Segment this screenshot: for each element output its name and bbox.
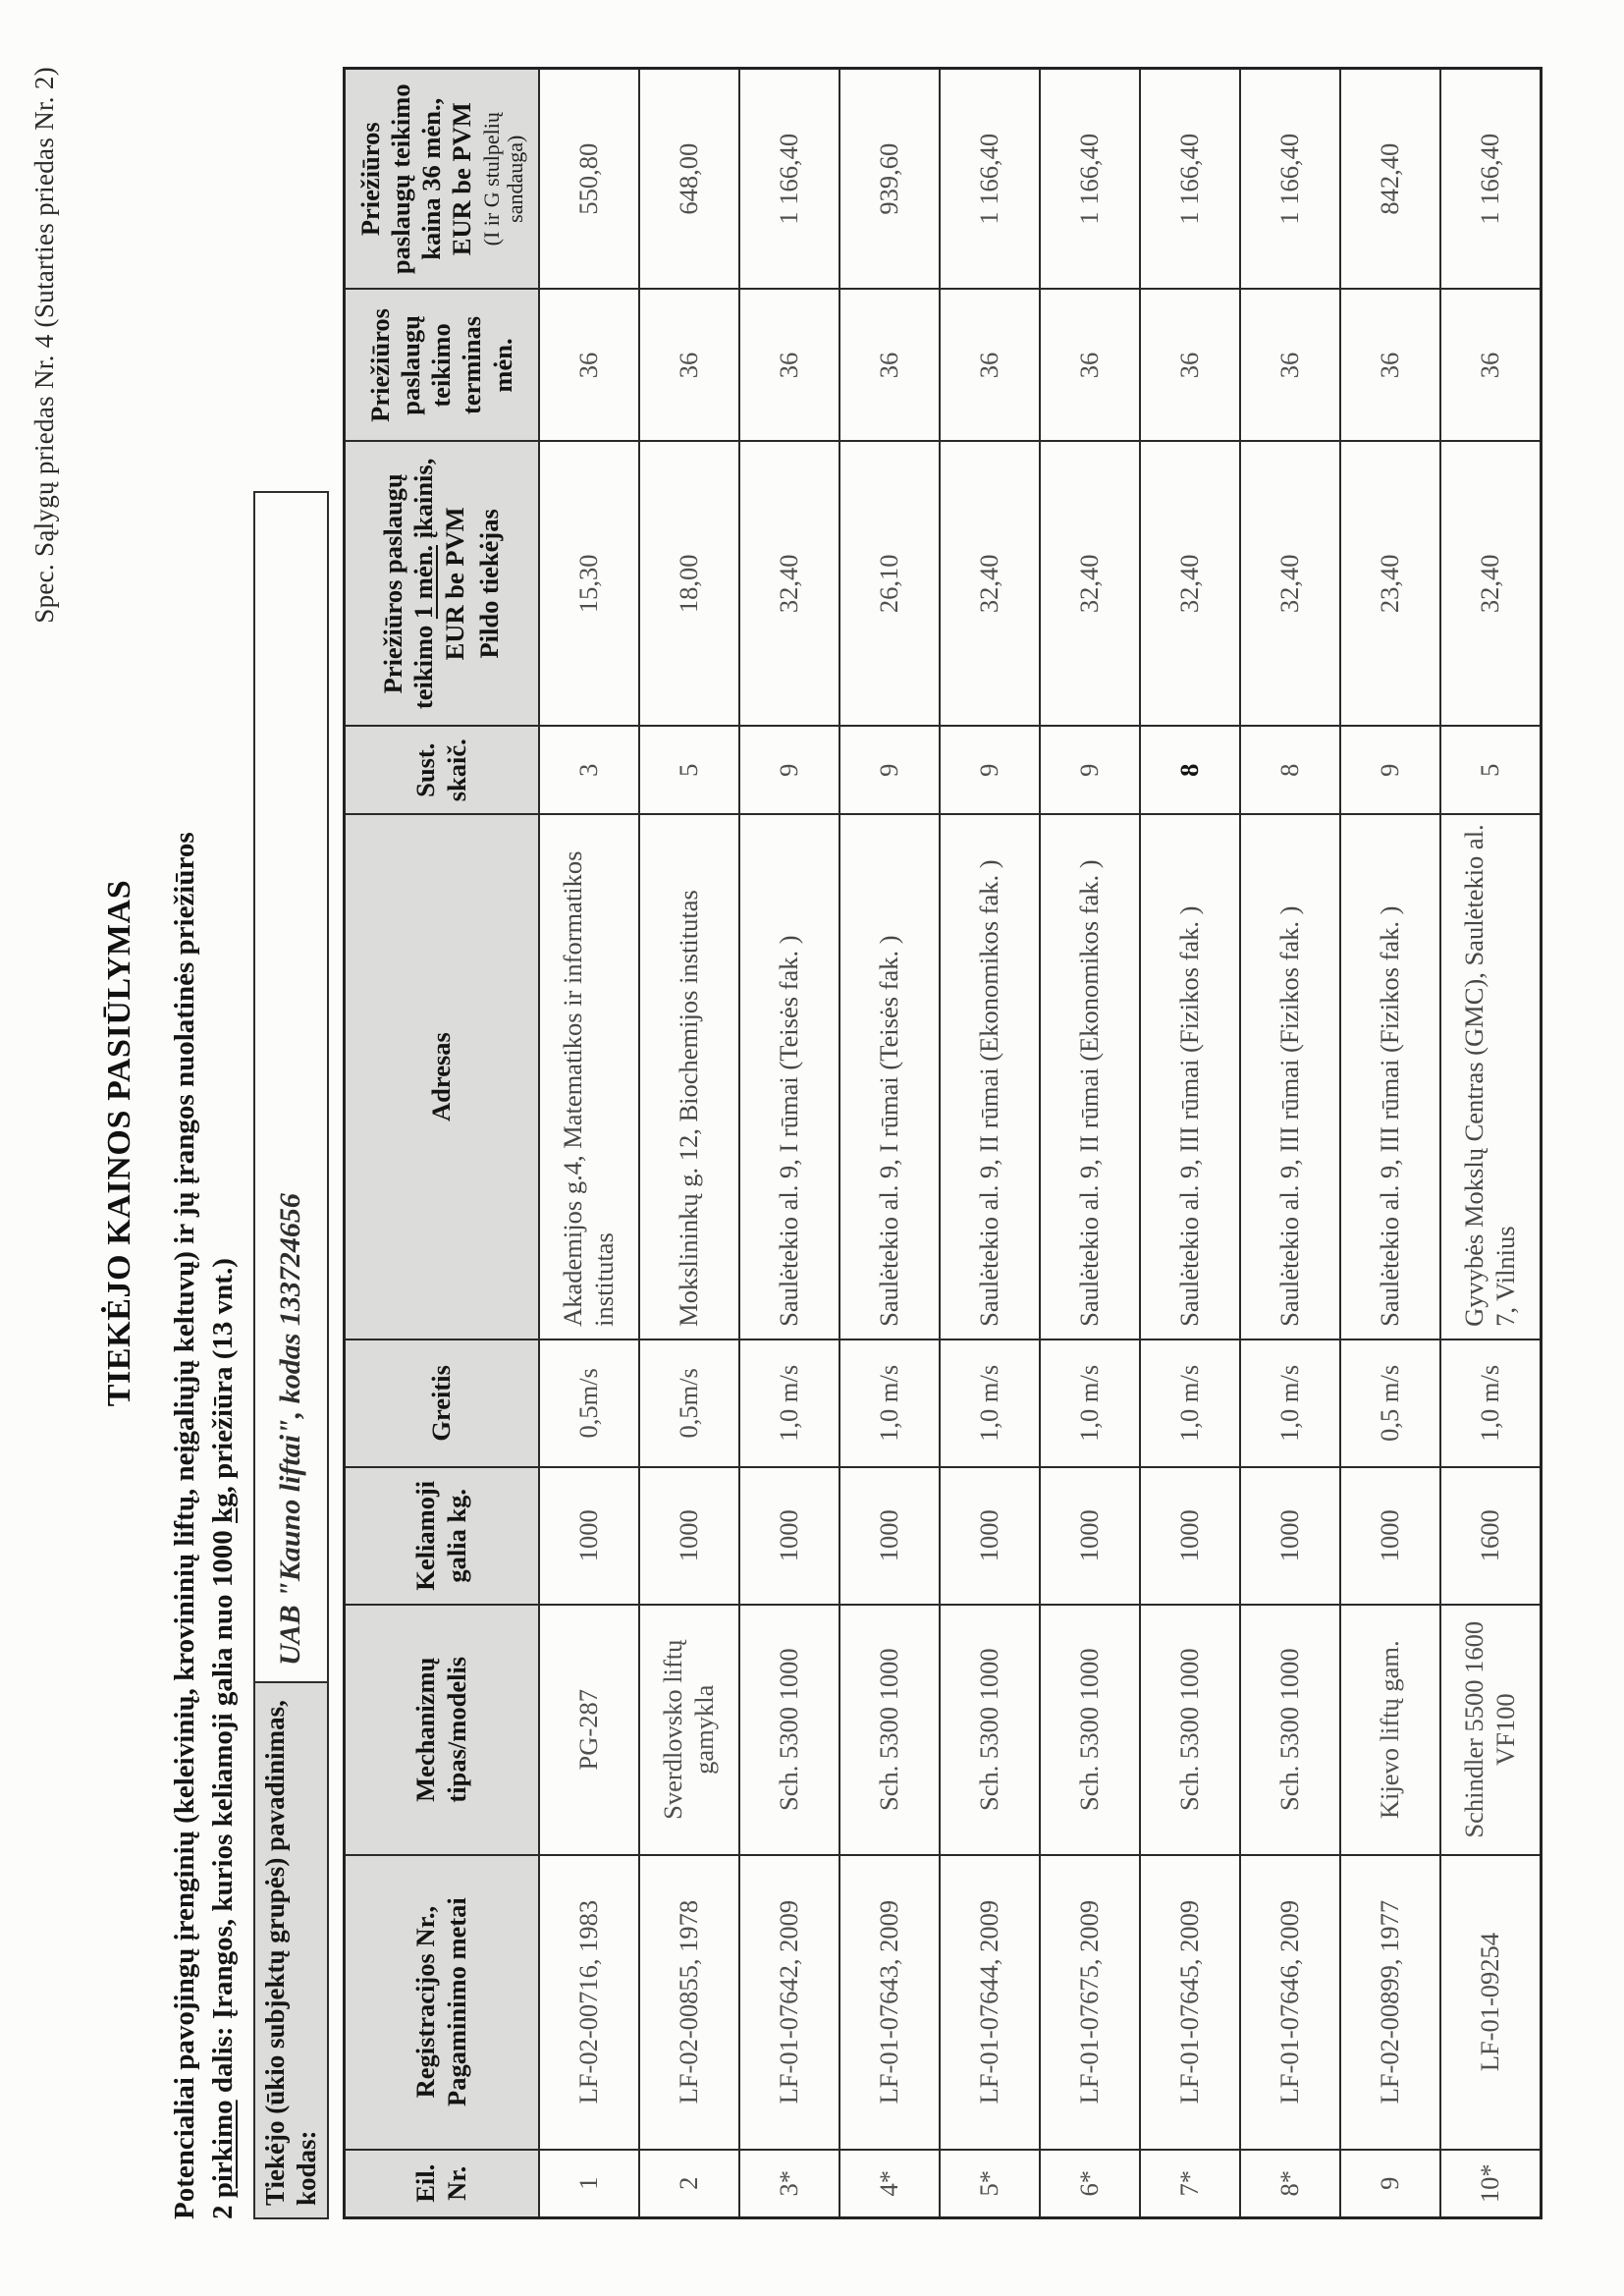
offer-row xyxy=(539,69,639,2218)
header-label-sust: Sust. skaič. xyxy=(410,738,471,802)
cell-mech: Sch. 5300 1000 xyxy=(1240,1605,1340,1855)
cell-ikainis: 32,40 xyxy=(1240,441,1340,726)
cell-kaina36: 550,80 xyxy=(539,69,639,290)
cell-kaina36: 1 166,40 xyxy=(739,69,839,290)
cell-eil: 5* xyxy=(940,2150,1040,2218)
cell-galia: 1000 xyxy=(1140,1467,1240,1605)
cell-reg: LF-02-00899, 1977 xyxy=(1340,1855,1440,2150)
cell-adresas: Gyvybės Mokslų Centras (GMC), Saulėtekio al. 7, Vilnius xyxy=(1440,814,1542,1339)
cell-reg: LF-01-07644, 2009 xyxy=(940,1855,1040,2150)
cell-galia: 1000 xyxy=(1340,1467,1440,1605)
header-ikainis xyxy=(344,441,539,726)
cell-reg: LF-01-07646, 2009 xyxy=(1240,1855,1340,2150)
cell-galia: 1000 xyxy=(839,1467,940,1605)
header-reg xyxy=(344,1855,539,2150)
cell-adresas: Akademijos g.4, Matematikos ir informatikos institutas xyxy=(539,814,639,1339)
cell-terminas: 36 xyxy=(1140,289,1240,441)
cell-eil: 1 xyxy=(539,2150,639,2218)
offer-table-header-row xyxy=(344,69,539,2218)
cell-reg: LF-01-07642, 2009 xyxy=(739,1855,839,2150)
cell-terminas: 36 xyxy=(1440,289,1542,441)
cell-terminas: 36 xyxy=(940,289,1040,441)
cell-reg: LF-01-09254 xyxy=(1440,1855,1542,2150)
cell-kaina36: 1 166,40 xyxy=(1240,69,1340,290)
offer-row xyxy=(739,69,839,2218)
header-mech xyxy=(344,1605,539,1855)
cell-greitis: 1,0 m/s xyxy=(839,1339,940,1467)
cell-ikainis: 15,30 xyxy=(539,441,639,726)
cell-adresas: Mokslininkų g. 12, Biochemijos institutas xyxy=(639,814,739,1339)
offer-row xyxy=(639,69,739,2218)
cell-kaina36: 1 166,40 xyxy=(940,69,1040,290)
cell-reg: LF-02-00855, 1978 xyxy=(639,1855,739,2150)
header-sust xyxy=(344,726,539,814)
lot-seg-4-underlined: kg xyxy=(207,1493,240,1523)
cell-mech: Kijevo liftų gam. xyxy=(1340,1605,1440,1855)
cell-sust: 8 xyxy=(1140,726,1240,814)
cell-sust: 9 xyxy=(940,726,1040,814)
header-label-reg: Registracijos Nr., Pagaminimo metai xyxy=(410,1897,471,2106)
cell-greitis: 0,5m/s xyxy=(639,1339,739,1467)
cell-adresas: Saulėtekio al. 9, III rūmai (Fizikos fak. ) xyxy=(1340,814,1440,1339)
offer-row xyxy=(1340,69,1440,2218)
offer-table xyxy=(343,67,1543,2219)
header-label-galia: Keliamoji galia kg. xyxy=(410,1480,471,1591)
cell-eil: 4* xyxy=(839,2150,940,2218)
header-greitis xyxy=(344,1339,539,1467)
cell-kaina36: 842,40 xyxy=(1340,69,1440,290)
header-label-ikainis: Priežiūros paslaugų teikimo 1 mėn. įkainis, EUR be PVM xyxy=(378,458,469,710)
offer-row xyxy=(1440,69,1542,2218)
offer-row xyxy=(1240,69,1340,2218)
offer-table-head xyxy=(344,69,539,2218)
cell-mech: Sverdlovsko liftų gamykla xyxy=(639,1605,739,1855)
cell-greitis: 1,0 m/s xyxy=(1440,1339,1542,1467)
cell-greitis: 0,5m/s xyxy=(539,1339,639,1467)
cell-sust: 5 xyxy=(639,726,739,814)
cell-ikainis: 32,40 xyxy=(1440,441,1542,726)
header-underline-ikainis: 1 mėn. xyxy=(408,545,439,620)
supplier-value-cell: UAB "Kauno liftai", kodas 133724656 xyxy=(254,492,328,1682)
lot-seg-1: 2 xyxy=(207,2198,240,2219)
lot-line xyxy=(206,67,241,2219)
cell-adresas: Saulėtekio al. 9, III rūmai (Fizikos fak. ) xyxy=(1140,814,1240,1339)
header-label-adresas: Adresas xyxy=(426,1032,457,1121)
cell-ikainis: 26,10 xyxy=(839,441,940,726)
cell-sust: 9 xyxy=(1340,726,1440,814)
cell-eil: 7* xyxy=(1140,2150,1240,2218)
cell-greitis: 0,5 m/s xyxy=(1340,1339,1440,1467)
subject-line: Potencialiai pavojingų įrenginių (keleivinių, krovininių liftų, neįgaliųjų keltuvų) ir jų įrangos nuolatinės priežiūros xyxy=(169,832,200,2219)
header-galia xyxy=(344,1467,539,1605)
cell-mech: Sch. 5300 1000 xyxy=(839,1605,940,1855)
cell-sust: 9 xyxy=(1040,726,1140,814)
lot-seg-2-underlined: pirkimo xyxy=(207,2100,240,2199)
header-label-eil: Eil. Nr. xyxy=(410,2163,471,2203)
cell-ikainis: 18,00 xyxy=(639,441,739,726)
lot-seg-3: dalis: Įrangos, kurios keliamoji galia nuo 1000 xyxy=(207,1523,240,2101)
cell-galia: 1000 xyxy=(1240,1467,1340,1605)
cell-greitis: 1,0 m/s xyxy=(1040,1339,1140,1467)
cell-terminas: 36 xyxy=(1040,289,1140,441)
cell-mech: Sch. 5300 1000 xyxy=(739,1605,839,1855)
supplier-label-cell: Tiekėjo (ūkio subjektų grupės) pavadinimas, kodas: xyxy=(254,1682,328,2218)
cell-ikainis: 32,40 xyxy=(739,441,839,726)
cell-sust: 3 xyxy=(539,726,639,814)
header-label-terminas: Priežiūros paslaugų teikimo terminas mėn. xyxy=(364,308,517,422)
cell-reg: LF-02-00716, 1983 xyxy=(539,1855,639,2150)
cell-reg: LF-01-07675, 2009 xyxy=(1040,1855,1140,2150)
cell-mech: Sch. 5300 1000 xyxy=(940,1605,1040,1855)
cell-galia: 1000 xyxy=(739,1467,839,1605)
supplier-table xyxy=(253,491,329,2219)
cell-ikainis: 32,40 xyxy=(940,441,1040,726)
cell-adresas: Saulėtekio al. 9, I rūmai (Teisės fak. ) xyxy=(739,814,839,1339)
header-label-kaina36: Priežiūros paslaugų teikimo kaina 36 mėn., EUR be PVM xyxy=(354,83,477,275)
cell-galia: 1600 xyxy=(1440,1467,1542,1605)
header-label-greitis: Greitis xyxy=(426,1365,457,1442)
cell-sust: 9 xyxy=(739,726,839,814)
cell-adresas: Saulėtekio al. 9, II rūmai (Ekonomikos fak. ) xyxy=(940,814,1040,1339)
document-content xyxy=(29,67,1543,2219)
cell-mech: PG-287 xyxy=(539,1605,639,1855)
header-adresas xyxy=(344,814,539,1339)
header-eil xyxy=(344,2150,539,2218)
cell-adresas: Saulėtekio al. 9, II rūmai (Ekonomikos fak. ) xyxy=(1040,814,1140,1339)
cell-ikainis: 32,40 xyxy=(1040,441,1140,726)
cell-sust: 5 xyxy=(1440,726,1542,814)
cell-terminas: 36 xyxy=(539,289,639,441)
supplier-row xyxy=(254,492,328,2218)
cell-kaina36: 648,00 xyxy=(639,69,739,290)
cell-terminas: 36 xyxy=(639,289,739,441)
offer-row xyxy=(1040,69,1140,2218)
cell-terminas: 36 xyxy=(1340,289,1440,441)
cell-sust: 9 xyxy=(839,726,940,814)
cell-kaina36: 1 166,40 xyxy=(1040,69,1140,290)
cell-mech: Schindler 5500 1600 VF100 xyxy=(1440,1605,1542,1855)
document-title: TIEKĖJO KAINOS PASIŪLYMAS xyxy=(101,879,137,1407)
cell-eil: 8* xyxy=(1240,2150,1340,2218)
header-note-kaina36: (I ir G stulpelių sandauga) xyxy=(478,112,528,246)
cell-terminas: 36 xyxy=(1240,289,1340,441)
cell-ikainis: 23,40 xyxy=(1340,441,1440,726)
cell-eil: 9 xyxy=(1340,2150,1440,2218)
cell-terminas: 36 xyxy=(839,289,940,441)
cell-ikainis: 32,40 xyxy=(1140,441,1240,726)
lot-seg-5: , priežiūra (13 vnt.) xyxy=(207,1258,240,1494)
cell-eil: 10* xyxy=(1440,2150,1542,2218)
corner-note: Spec. Sąlygų priedas Nr. 4 (Sutarties priedas Nr. 2) xyxy=(29,67,59,624)
cell-greitis: 1,0 m/s xyxy=(1240,1339,1340,1467)
cell-eil: 2 xyxy=(639,2150,739,2218)
cell-eil: 3* xyxy=(739,2150,839,2218)
offer-table-body xyxy=(539,69,1542,2218)
cell-mech: Sch. 5300 1000 xyxy=(1040,1605,1140,1855)
offer-row xyxy=(1140,69,1240,2218)
cell-reg: LF-01-07645, 2009 xyxy=(1140,1855,1240,2150)
cell-galia: 1000 xyxy=(1040,1467,1140,1605)
cell-adresas: Saulėtekio al. 9, I rūmai (Teisės fak. ) xyxy=(839,814,940,1339)
header-kaina36 xyxy=(344,69,539,290)
cell-galia: 1000 xyxy=(940,1467,1040,1605)
cell-kaina36: 1 166,40 xyxy=(1440,69,1542,290)
cell-galia: 1000 xyxy=(539,1467,639,1605)
cell-eil: 6* xyxy=(1040,2150,1140,2218)
cell-adresas: Saulėtekio al. 9, III rūmai (Fizikos fak. ) xyxy=(1240,814,1340,1339)
header-label-mech: Mechanizmų tipas/modelis xyxy=(410,1656,471,1803)
offer-row xyxy=(839,69,940,2218)
cell-kaina36: 939,60 xyxy=(839,69,940,290)
cell-reg: LF-01-07643, 2009 xyxy=(839,1855,940,2150)
cell-greitis: 1,0 m/s xyxy=(739,1339,839,1467)
cell-galia: 1000 xyxy=(639,1467,739,1605)
cell-greitis: 1,0 m/s xyxy=(940,1339,1040,1467)
cell-sust: 8 xyxy=(1240,726,1340,814)
cell-greitis: 1,0 m/s xyxy=(1140,1339,1240,1467)
cell-mech: Sch. 5300 1000 xyxy=(1140,1605,1240,1855)
cell-terminas: 36 xyxy=(739,289,839,441)
offer-row xyxy=(940,69,1040,2218)
header-sublabel-ikainis: Pildo tiekėjas xyxy=(473,509,504,659)
header-terminas xyxy=(344,289,539,441)
cell-kaina36: 1 166,40 xyxy=(1140,69,1240,290)
